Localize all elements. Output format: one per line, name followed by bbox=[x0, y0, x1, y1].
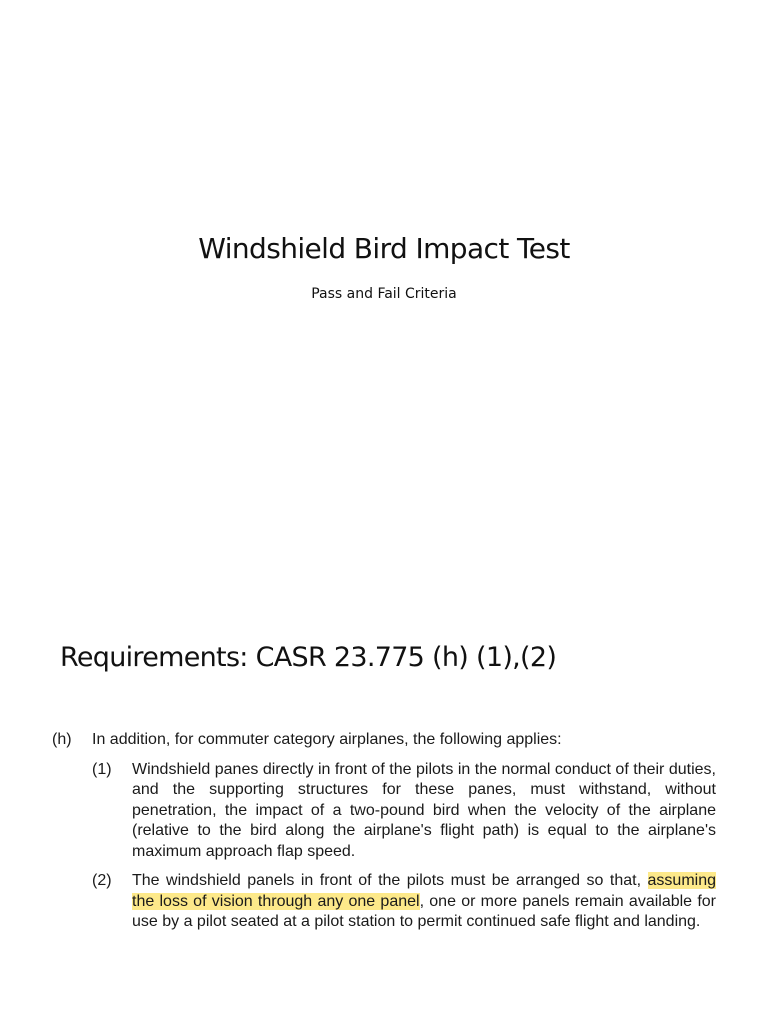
slide-title: Windshield Bird Impact Test bbox=[198, 232, 570, 265]
clause-item-text: Windshield panes directly in front of the pilots in the normal conduct of their duties, and the supporting structures for these panes, must withstand, without penetration, the impact of a two-pound bird when the velocity of the airplane (relative to the bird along the airplane's flight path) is equal to the airplane's maximum approach flap speed. bbox=[132, 760, 716, 860]
requirements-heading: Requirements: CASR 23.775 (h) (1),(2) bbox=[60, 642, 557, 673]
clause-text-before: The windshield panels in front of the pilots must be arranged so that, bbox=[132, 872, 648, 889]
clause-item-2 bbox=[92, 871, 716, 933]
clause-item-text bbox=[132, 871, 716, 933]
clause-letter: (h) bbox=[52, 731, 72, 748]
slide-subtitle: Pass and Fail Criteria bbox=[311, 286, 457, 302]
clause-header bbox=[52, 730, 716, 751]
clause-item-1 bbox=[92, 760, 716, 863]
clause-item-number: (2) bbox=[92, 872, 112, 889]
regulation-clause bbox=[52, 730, 716, 933]
requirements-slide bbox=[0, 600, 768, 1024]
highlighted-phrase: assuming the loss of vision through any one panel bbox=[132, 872, 716, 910]
clause-text-after: , one or more panels remain available for use by a pilot seated at a pilot station to permit continued safe flight and landing. bbox=[132, 892, 717, 930]
clause-intro: In addition, for commuter category airplanes, the following applies: bbox=[92, 731, 562, 748]
clause-item-number: (1) bbox=[92, 760, 112, 778]
